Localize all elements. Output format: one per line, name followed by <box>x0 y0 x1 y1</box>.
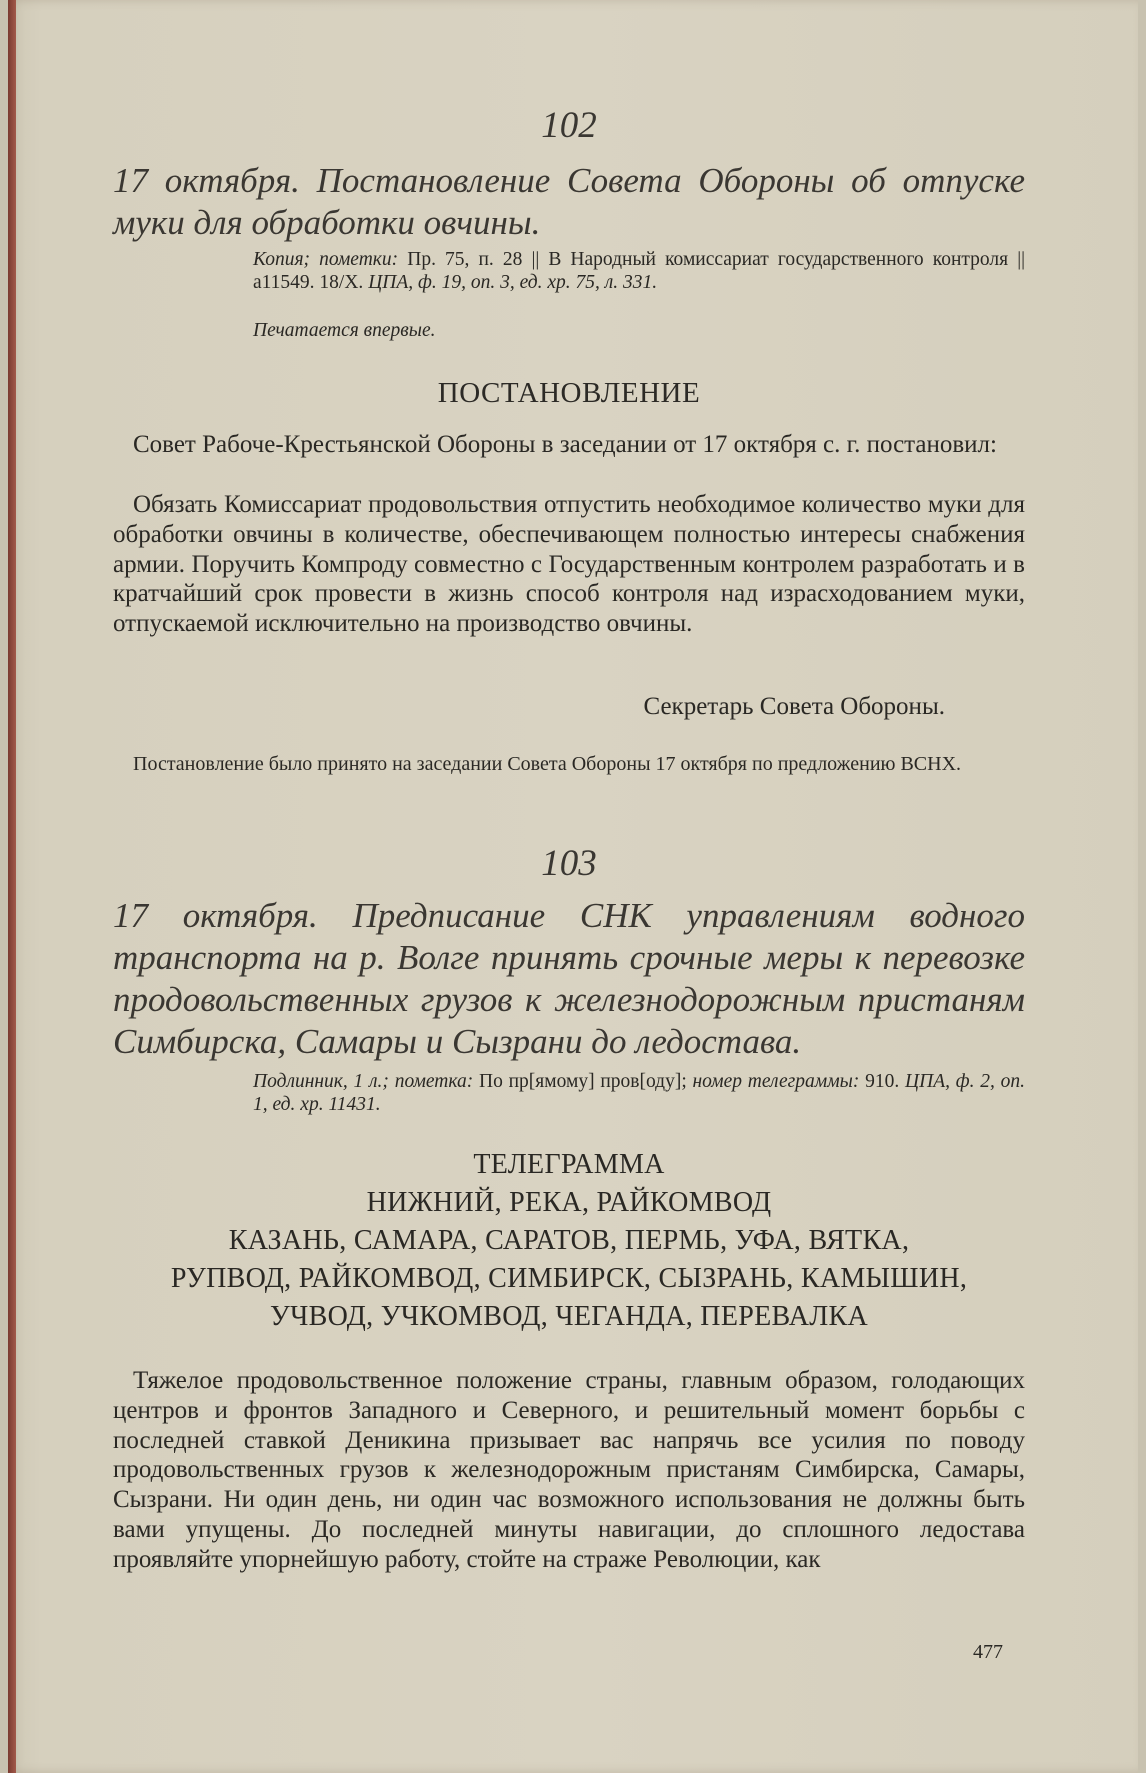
archive-mid2-103: 910. <box>859 1071 906 1092</box>
document-title-103: 17 октября. Предписание СНК управлениям водного транспорта на р. Волге принять срочные меры к перевозке продовольственных грузов к железнодорожным пристаням Симбирска, Самары и Сызрани до ледостава. <box>113 896 1025 1061</box>
first-printed-note: Печатается впервые. <box>253 320 436 341</box>
book-spine-edge <box>8 0 16 1773</box>
archive-ref-102: ЦПА, ф. 19, оп. 3, ед. хр. 75, л. 331. <box>368 272 658 293</box>
telegram-address-block <box>113 1146 1025 1336</box>
document-number-102: 102 <box>541 105 597 146</box>
archive-info-102 <box>253 248 1025 294</box>
archive-lead-103: Подлинник, 1 л.; пометка: <box>253 1071 474 1092</box>
book-page <box>8 0 1138 1773</box>
document-number-103: 103 <box>541 843 597 884</box>
archive-note-102 <box>253 319 1025 342</box>
telegram-address-line: НИЖНИЙ, РЕКА, РАЙКОМВОД <box>366 1187 772 1218</box>
page-number: 477 <box>973 1641 1003 1663</box>
telegram-address-line: УЧВОД, УЧКОМВОД, ЧЕГАНДА, ПЕРЕВАЛКА <box>269 1301 869 1332</box>
telegram-text: Тяжелое продовольственное положение страны, главным образом, голодающих центров и фронтов Западного и Северного, и решительный момент борьбы с последней ставкой Деникина призывает вас напрячь все усилия по поводу продовольственных грузов к железнодорожным пристаням Симбирска, Самары, Сызрани. Ни один день, ни один час возможного использования не должны быть вами упущены. До последней минуты навигации, до сплошного ледостава проявляйте упорнейшую работу, стойте на страже Революции, как <box>113 1367 1025 1573</box>
resolution-footnote: Постановление было принято на заседании Совета Обороны 17 октября по предложению ВСНХ. <box>133 753 962 775</box>
resolution-paragraph-1: Совет Рабоче-Крестьянской Обороны в заседании от 17 октября с. г. постановил: <box>133 431 997 458</box>
archive-mid-102: Пр. 75, п. 28 || В Народный комиссариат государственного контроля || а11549. 18/Х. <box>253 249 1026 293</box>
archive-mid-103: По пр[ямому] пров[оду]; <box>473 1071 693 1092</box>
telegram-address-line: РУПВОД, РАЙКОМВОД, СИМБИРСК, СЫЗРАНЬ, КАМЫШИН, <box>170 1263 968 1294</box>
archive-ref-103: ЦПА, ф. 2, оп. 1, ед. хр. 11431. <box>253 1071 1025 1115</box>
signature-line: Секретарь Совета Обороны. <box>643 693 945 720</box>
archive-lead-102: Копия; пометки: <box>253 249 399 270</box>
document-title-102: 17 октября. Постановление Совета Обороны об отпуске муки для обработки овчины. <box>113 161 1025 242</box>
resolution-heading: ПОСТАНОВЛЕНИЕ <box>437 377 701 409</box>
archive-info-103 <box>253 1070 1025 1116</box>
telegram-heading: ТЕЛЕГРАММА <box>473 1149 665 1180</box>
resolution-paragraph-2: Обязать Комиссариат продовольствия отпустить необходимое количество муки для обработки овчины в количестве, обеспечивающем полностью интересы снабжения армии. Поручить Компроду совместно с Государственным контролем разработать и в кратчайший срок провести в жизнь способ контроля над израсходованием муки, отпускаемой исключительно на производство овчины. <box>113 491 1025 638</box>
telegram-address-line: КАЗАНЬ, САМАРА, САРАТОВ, ПЕРМЬ, УФА, ВЯТКА, <box>228 1225 910 1256</box>
archive-lead2-103: номер телеграммы: <box>692 1071 860 1092</box>
